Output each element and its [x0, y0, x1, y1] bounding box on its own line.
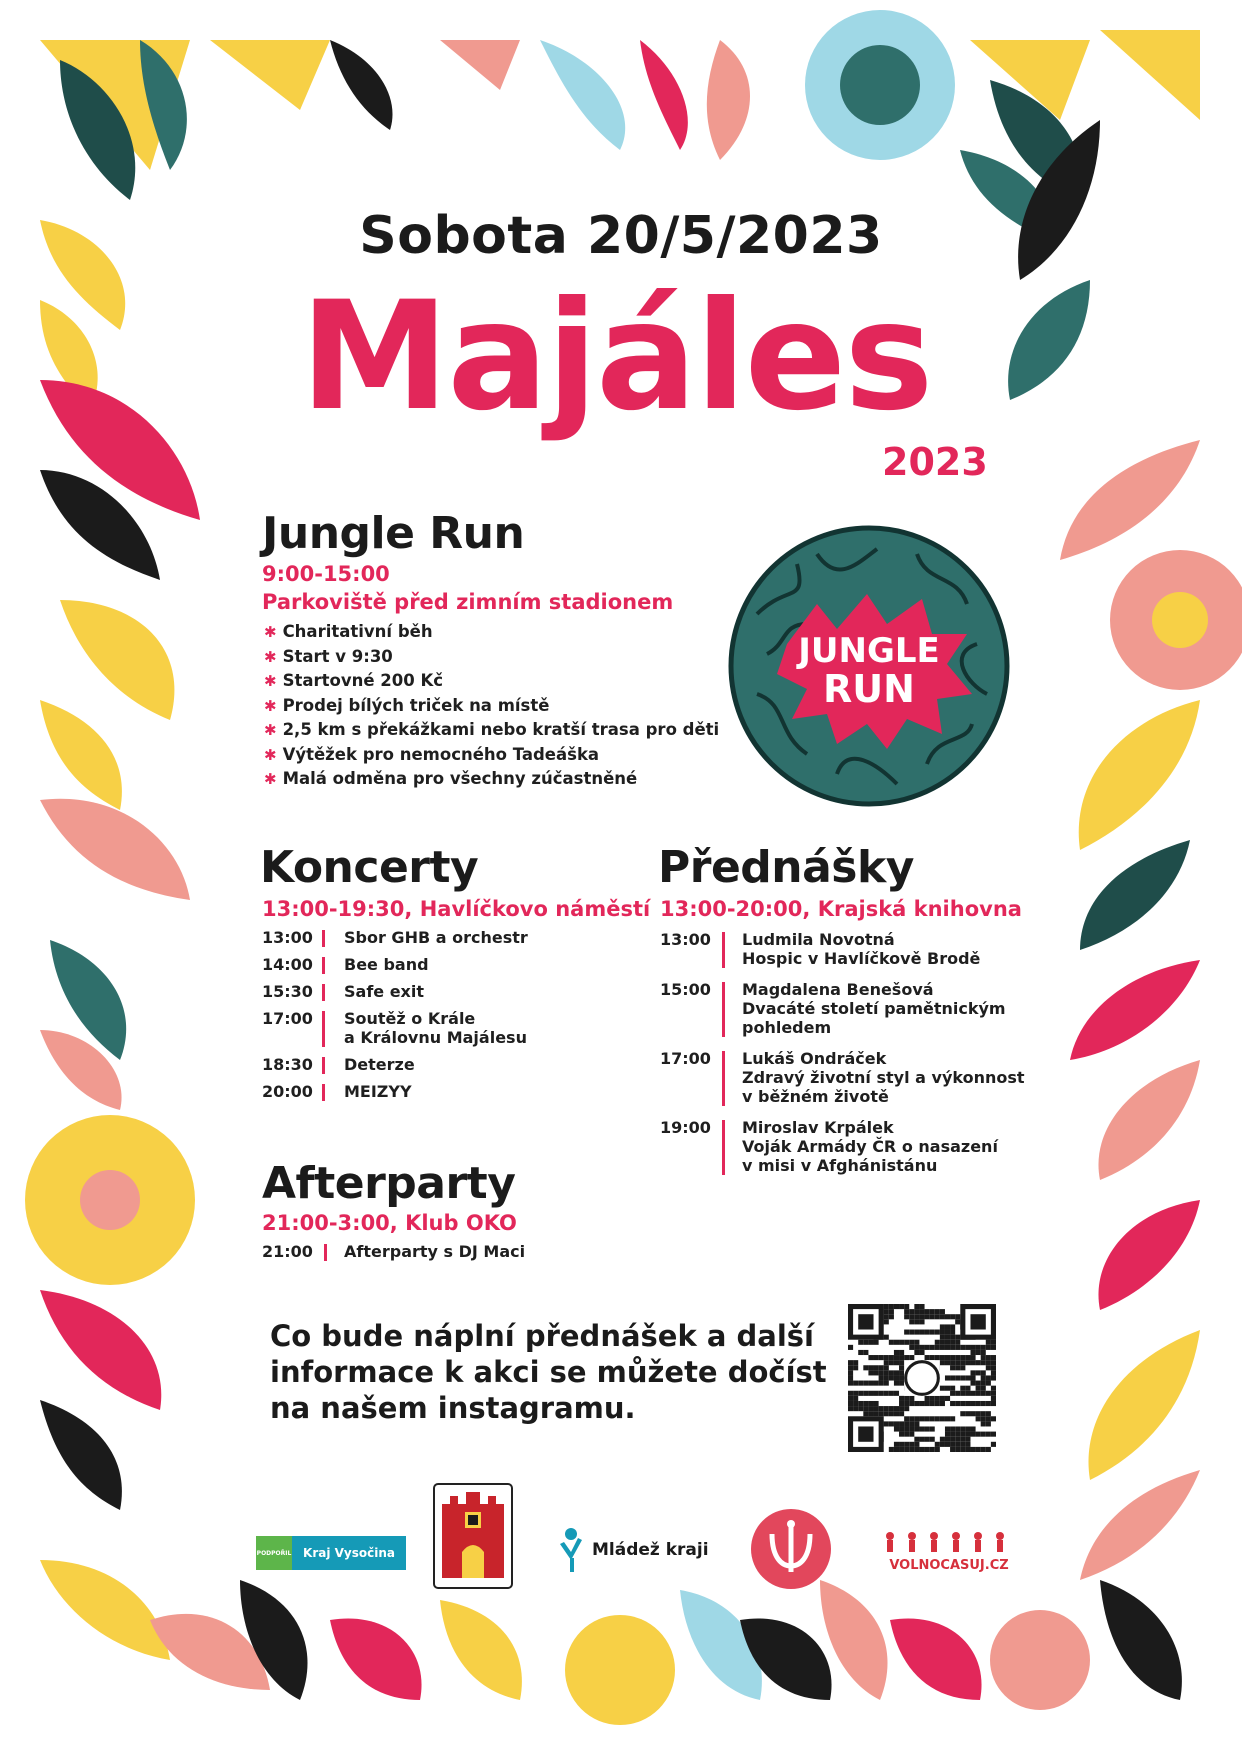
asterisk-icon: ✱	[264, 672, 277, 690]
asterisk-icon: ✱	[264, 623, 277, 641]
schedule-divider	[722, 982, 725, 1037]
schedule-activity: MEIZYY	[344, 1082, 412, 1101]
asterisk-icon: ✱	[264, 770, 277, 788]
schedule-time: 20:00	[262, 1082, 313, 1101]
asterisk-icon: ✱	[264, 745, 277, 764]
koncerty-subtitle: 13:00-19:30, Havlíčkovo náměstí	[262, 897, 651, 921]
schedule-activity: Ludmila Novotná	[742, 930, 895, 949]
bullet-item: ✱ Startovné 200 Kč	[264, 671, 444, 690]
circular-emblem-logo	[750, 1508, 832, 1590]
jungle-run-logo	[727, 524, 1011, 808]
jungle-run-heading: Jungle Run	[262, 508, 525, 559]
jungle-run-time: 9:00-15:00	[262, 562, 390, 586]
kraj-support-label: PODPOŘIL	[256, 1536, 292, 1570]
prednasky-heading: Přednášky	[658, 842, 914, 893]
schedule-divider	[722, 1120, 725, 1175]
info-text	[270, 1318, 827, 1426]
bullet-item: ✱ Start v 9:30	[264, 646, 393, 666]
schedule-time: 15:30	[262, 982, 313, 1001]
afterparty-subtitle: 21:00-3:00, Klub OKO	[262, 1211, 517, 1235]
jungle-run-bullets	[264, 620, 719, 792]
schedule-activity: Safe exit	[344, 982, 425, 1001]
schedule-divider	[322, 957, 325, 974]
schedule-divider	[324, 1244, 327, 1261]
schedule-activity: Hospic v Havlíčkově Brodě	[742, 949, 981, 968]
schedule-activity: Bee band	[344, 955, 429, 974]
volnocasuj-text: VOLNOCASUJ.CZ	[889, 1558, 1009, 1573]
schedule-time: 17:00	[660, 1049, 711, 1068]
schedule-time: 17:00	[262, 1009, 313, 1028]
event-date: Sobota 20/5/2023	[359, 206, 883, 266]
asterisk-icon: ✱	[264, 696, 277, 715]
schedule-divider	[322, 1011, 325, 1047]
bullet-item: ✱ Prodej bílých triček na místě	[264, 695, 550, 715]
info-line: na našem instagramu.	[270, 1391, 636, 1425]
info-line: Co bude náplní přednášek a další	[270, 1319, 814, 1353]
person-icon	[556, 1526, 586, 1574]
schedule-time: 15:00	[660, 980, 711, 999]
schedule-activity: Deterze	[344, 1055, 415, 1074]
jungle-run-place: Parkoviště před zimním stadionem	[262, 590, 674, 614]
figures-icon	[874, 1530, 1024, 1556]
schedule-activity: v misi v Afghánistánu	[742, 1156, 938, 1175]
jungle-run-logo-line1: JUNGLE	[798, 631, 940, 671]
sponsor-logos	[0, 1460, 1242, 1580]
schedule-divider	[322, 984, 325, 1001]
jungle-run-logo-line2: RUN	[823, 667, 915, 711]
volnocasuj-logo	[874, 1530, 1024, 1580]
schedule-time: 14:00	[262, 955, 313, 974]
bullet-item: ✱ Malá odměna pro všechny zúčastněné	[264, 769, 638, 788]
schedule-time: 21:00	[262, 1242, 313, 1261]
schedule-divider	[722, 932, 725, 968]
kraj-name: Kraj Vysočina	[292, 1536, 406, 1570]
schedule-activity: Zdravý životní styl a výkonnost	[742, 1068, 1025, 1087]
afterparty-heading: Afterparty	[262, 1158, 516, 1209]
schedule-activity: v běžném životě	[742, 1087, 889, 1106]
bullet-item: ✱ 2,5 km s překážkami nebo kratší trasa pro děti	[264, 720, 720, 739]
schedule-divider	[322, 1084, 325, 1101]
bullet-item: ✱ Výtěžek pro nemocného Tadeáška	[264, 744, 600, 764]
schedule-activity: a Královnu Majálesu	[344, 1028, 527, 1047]
schedule-activity: Magdalena Benešová	[742, 980, 934, 999]
schedule-activity: Lukáš Ondráček	[742, 1049, 887, 1068]
schedule-activity: Sbor GHB a orchestr	[344, 928, 528, 947]
prednasky-subtitle: 13:00-20:00, Krajská knihovna	[660, 897, 1022, 921]
asterisk-icon: ✱	[264, 721, 277, 739]
schedule-activity: Miroslav Krpálek	[742, 1118, 894, 1137]
event-year: 2023	[882, 440, 988, 484]
asterisk-icon: ✱	[264, 647, 277, 666]
schedule-time: 18:30	[262, 1055, 313, 1074]
info-line: informace k akci se můžete dočíst	[270, 1355, 827, 1389]
schedule-activity: Afterparty s DJ Maci	[344, 1242, 526, 1261]
event-title: Majáles	[300, 270, 932, 444]
kraj-vysocina-logo	[256, 1536, 406, 1570]
schedule-divider	[722, 1051, 725, 1106]
schedule-time: 13:00	[660, 930, 711, 949]
schedule-time: 13:00	[262, 928, 313, 947]
schedule-time: 19:00	[660, 1118, 711, 1137]
mladez-kraji-logo	[556, 1526, 726, 1574]
instagram-qr-code[interactable]	[848, 1304, 996, 1452]
schedule-activity: Dvacáté století pamětnickým	[742, 999, 1006, 1018]
schedule-activity: Voják Armády ČR o nasazení	[742, 1137, 998, 1156]
mladez-kraji-text: Mládež kraji	[592, 1540, 709, 1560]
schedule-divider	[322, 1057, 325, 1074]
city-coat-of-arms-logo	[432, 1482, 514, 1590]
koncerty-heading: Koncerty	[260, 842, 479, 893]
schedule-activity: Soutěž o Krále	[344, 1009, 476, 1028]
schedule-divider	[322, 930, 325, 947]
bullet-item: ✱ Charitativní běh	[264, 622, 433, 641]
schedule-activity: pohledem	[742, 1018, 832, 1037]
